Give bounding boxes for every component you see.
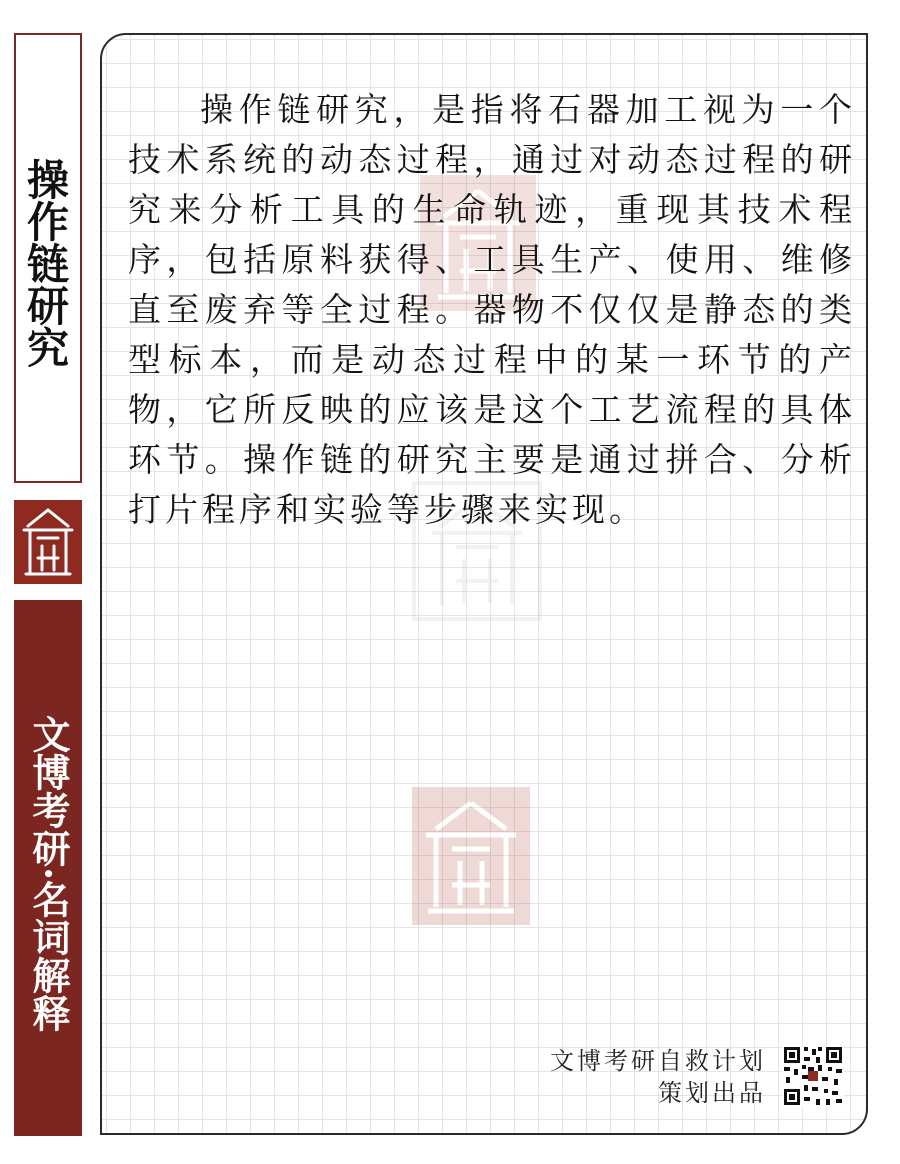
series-banner: [14, 600, 82, 1136]
content-card: [100, 33, 868, 1135]
definition-text: 操作链研究，是指将石器加工视为一个技术系统的动态过程，通过对动态过程的研究来分析工具的生命轨迹，重现其技术程序，包括原料获得、工具生产、使用、维修直至废弃等全过程。器物不仅仅是静态的类型标本，而是动态过程中的某一环节的产物，它所反映的应该是这个工艺流程的具体环节。操作链的研究主要是通过拼合、分析打片程序和实验等步骤来实现。: [128, 90, 856, 529]
footer: [504, 1043, 844, 1109]
term-title-box: [14, 33, 82, 483]
pavilion-seal-icon: [14, 500, 82, 584]
series-title: 文博考研·名词解释: [26, 715, 71, 1033]
pavilion-watermark-icon: [412, 787, 530, 925]
qr-code-icon[interactable]: [782, 1045, 844, 1107]
footer-line-1: 文博考研自救计划: [550, 1047, 766, 1075]
footer-line-2: 策划出品: [658, 1079, 766, 1107]
term-title: 操作链研究: [21, 158, 70, 368]
seal-logo: [14, 500, 82, 584]
footer-credit: [550, 1045, 766, 1109]
